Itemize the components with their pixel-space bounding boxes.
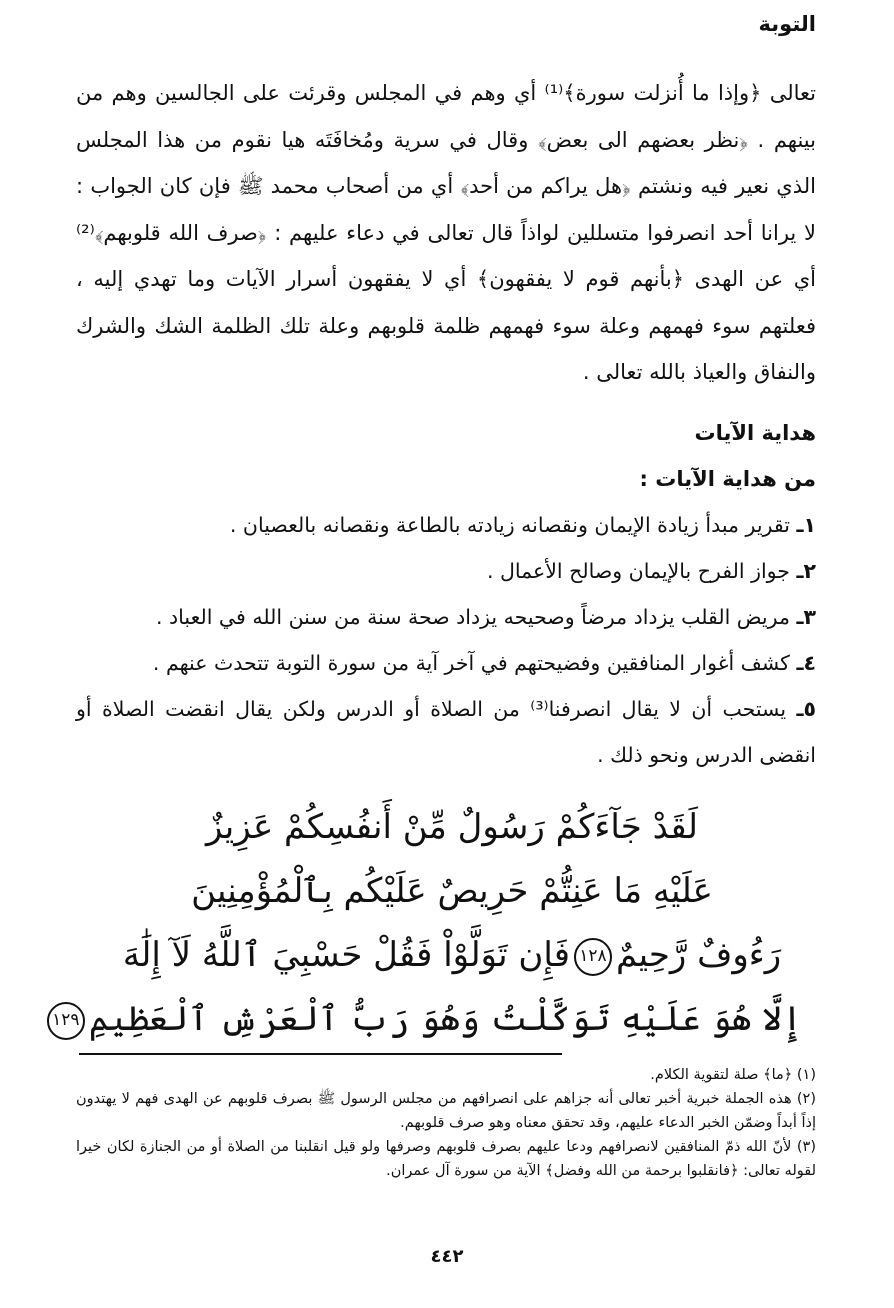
- verse-line-3: [102, 923, 802, 987]
- item-number: ١ـ: [796, 512, 816, 537]
- verse-line-4: [52, 987, 802, 1051]
- guidance-item-1: [76, 502, 816, 548]
- section-subheading: من هداية الآيات :: [639, 466, 816, 491]
- verse-number-marker: ١٢٩: [47, 1002, 85, 1040]
- item-text: كشف أغوار المنافقين وفضيحتهم في آخر آية من سورة التوبة تتحدث عنهم .: [152, 650, 790, 675]
- verse-line-2: عَلَيْهِ مَا عَنِتُّمْ حَرِيصٌ عَلَيْكُم بِٱلْمُؤْمِنِينَ: [191, 871, 713, 911]
- guidance-item-5: [76, 686, 816, 778]
- guidance-item-4: [76, 640, 816, 686]
- guidance-item-2: [76, 548, 816, 594]
- verse-number-marker: ١٢٨: [574, 938, 612, 976]
- footnote-2: (٢) هذه الجملة خبرية أخبر تعالى أنه جزاهم على انصرافهم من مجلس الرسول ﷺ بصرف قلوبهم عن الهدى فهم لا يهتدون إذاً أبداً وضمّن الخبر الدعاء عليهم، وقد تحقق معناه وهو صرف قلوبهم.: [76, 1091, 816, 1131]
- item-text: جواز الفرح بالإيمان وصالح الأعمال .: [486, 558, 790, 583]
- quran-verses: [52, 795, 802, 1051]
- item-number: ٣ـ: [796, 604, 816, 629]
- footnote-1: (١) ﴿ما﴾ صلة لتقوية الكلام.: [650, 1067, 816, 1083]
- item-number: ٢ـ: [796, 558, 816, 583]
- item-text: يستحب أن لا يقال انصرفنا⁽³⁾ من الصلاة أو الدرس ولكن يقال انقضت الصلاة أو انقضى الدرس ونحو ذلك .: [76, 696, 816, 767]
- running-header: التوبة: [758, 12, 816, 36]
- footnote-3: (٣) لأنّ الله ذمّ المنافقين لانصرافهم ودعا عليهم بصرف قلوبهم وصرفها ولو قيل انقلبنا من الصلاة أو من الجنازة لكان خيرا لقوله تعالى: ﴿فانقلبوا برحمة من الله وفضل﴾ الآية من سورة آل عمران.: [76, 1139, 816, 1179]
- item-text: تقرير مبدأ زيادة الإيمان ونقصانه زيادته بالطاعة ونقصانه بالعصيان .: [229, 512, 790, 537]
- page-number: ٤٤٢: [430, 1246, 464, 1267]
- footnotes: [76, 1063, 816, 1183]
- tafsir-paragraph: تعالى ﴿وإذا ما أُنزلت سورة﴾⁽¹⁾ أي وهم في المجلس وقرئت على الجالسين وهم من بينهم . ﴿نظر بعضهم الى بعض﴾ وقال في سرية ومُخافَتَه هيا نقوم من هذا المجلس الذي نعير فيه ونشتم ﴿هل يراكم من أحد﴾ أي من أصحاب محمد ﷺ فإن كان الجواب : لا يرانا أحد انصرفوا متسللين لواذاً قال تعالى في دعاء عليهم : ﴿صرف الله قلوبهم﴾⁽²⁾ أي عن الهدى ﴿بأنهم قوم لا يفقهون﴾ أي لا يفقهون أسرار الآيات وما تهدي إليه ، فعلتهم سوء فهمهم وعلة سوء فهمهم ظلمة قلوبهم وعلة تلك الظلمة الشك والشرك والنفاق والعياذ بالله تعالى .: [76, 81, 816, 384]
- verse-text: إِلَّا هُوَ عَلَيْهِ تَوَكَّلْتُ وَهُوَ رَبُّ ٱلْعَرْشِ ٱلْعَظِيمِ: [88, 999, 802, 1039]
- verse-text: فَإِن تَوَلَّوْاْ فَقُلْ حَسْبِيَ ٱللَّهُ لَآ إِلَٰهَ: [122, 935, 570, 975]
- item-text: مريض القلب يزداد مرضاً وصحيحه يزداد صحة سنة من سنن الله في العباد .: [155, 604, 790, 629]
- verse-line-1: لَقَدْ جَآءَكُمْ رَسُولٌ مِّنْ أَنفُسِكُمْ عَزِيزٌ: [205, 807, 698, 847]
- guidance-item-3: [76, 594, 816, 640]
- section-heading: هداية الآيات: [694, 420, 816, 445]
- footnote-divider: [79, 1053, 562, 1055]
- item-number: ٥ـ: [796, 696, 816, 721]
- verse-text: رَءُوفٌ رَّحِيمٌ: [615, 935, 782, 975]
- main-text: [76, 70, 816, 778]
- item-number: ٤ـ: [796, 650, 816, 675]
